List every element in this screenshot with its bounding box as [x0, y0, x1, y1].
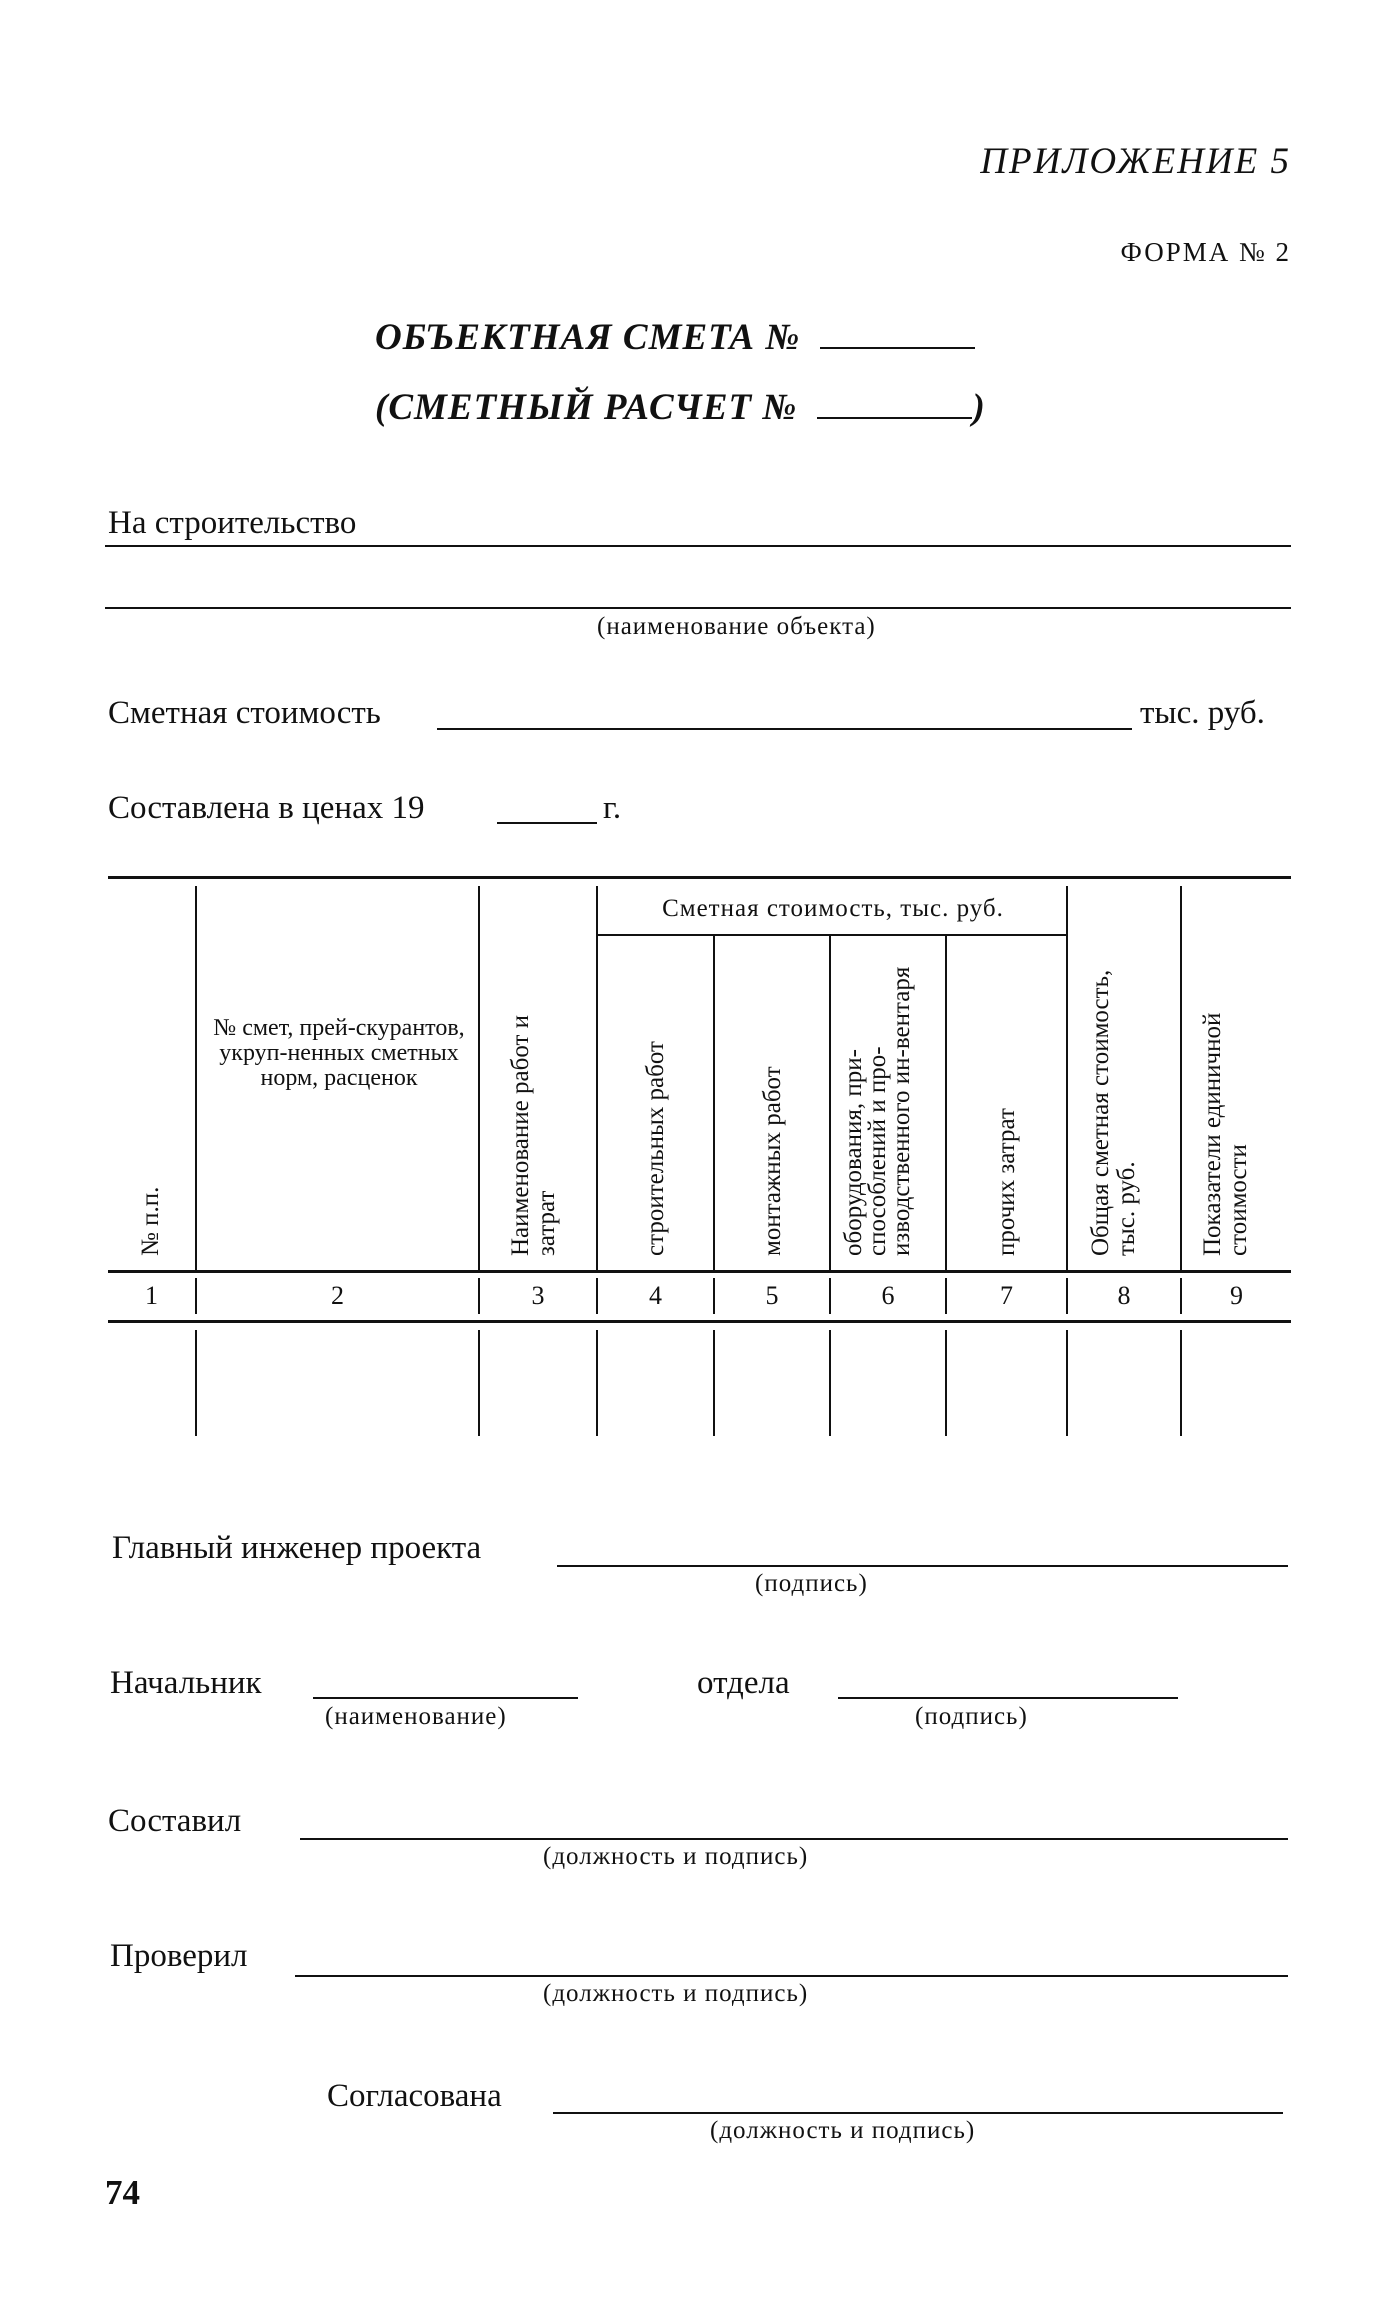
col7-header: прочих затрат: [993, 1108, 1020, 1256]
body-divider-4: [713, 1330, 715, 1436]
body-divider-7: [1066, 1330, 1068, 1436]
checked-label: Проверил: [110, 1938, 248, 1974]
col-number-4: 4: [649, 1281, 662, 1310]
cost-field-line[interactable]: [437, 728, 1132, 730]
department-label: отдела: [697, 1665, 790, 1701]
col8-header: Общая сметная стоимость, тыс. руб.: [1087, 969, 1140, 1256]
cost-label: Сметная стоимость: [108, 695, 381, 731]
agreed-signature-line[interactable]: [553, 2112, 1283, 2114]
compiled-signature-line[interactable]: [300, 1838, 1288, 1840]
estimate-table: [108, 876, 1291, 1436]
header-bottom-rule: [108, 1270, 1291, 1273]
col3-header: Наименование работ и затрат: [507, 1014, 560, 1256]
col-number-9: 9: [1230, 1281, 1243, 1310]
agreed-label: Согласована: [327, 2078, 502, 2114]
col-divider-2: [478, 886, 480, 1270]
agreed-caption: (должность и подпись): [710, 2117, 976, 2144]
col-number-8: 8: [1117, 1281, 1131, 1310]
col-divider-5: [829, 934, 831, 1270]
group-header-rule: [596, 934, 1066, 936]
appendix-label: ПРИЛОЖЕНИЕ 5: [980, 141, 1291, 182]
head-signature-line[interactable]: [838, 1697, 1178, 1699]
col-divider-1: [195, 886, 197, 1270]
checked-caption: (должность и подпись): [543, 1980, 809, 2007]
cost-unit: тыс. руб.: [1140, 695, 1265, 731]
col2-header: № смет, прей-скурантов, укруп-ненных сметных норм, расценок: [213, 1015, 465, 1091]
chief-engineer-label: Главный инженер проекта: [112, 1530, 482, 1566]
prices-label: Составлена в ценах 19: [108, 790, 425, 826]
compiled-caption: (должность и подпись): [543, 1843, 809, 1870]
col6-header: оборудования, при-способлений и про-изводственного ин-вентаря: [840, 966, 915, 1256]
form-number: ФОРМА № 2: [1120, 237, 1291, 267]
col9-header: Показатели единичной стоимости: [1199, 1012, 1252, 1256]
table-top-rule: [108, 876, 1291, 879]
calculation-number-field[interactable]: [817, 385, 972, 419]
body-divider-6: [945, 1330, 947, 1436]
col-divider-6: [945, 934, 947, 1270]
col-number-5: 5: [765, 1281, 779, 1310]
col1-header: № п.п.: [137, 1186, 164, 1256]
head-name-line[interactable]: [313, 1697, 578, 1699]
prices-suffix: г.: [603, 790, 622, 826]
compiled-label: Составил: [108, 1803, 242, 1839]
col-divider-8: [1180, 886, 1182, 1270]
body-divider-5: [829, 1330, 831, 1436]
group-header: Сметная стоимость, тыс. руб.: [662, 895, 1004, 922]
col-number-3: 3: [531, 1281, 545, 1310]
col-number-1: 1: [145, 1281, 158, 1310]
col-divider-7: [1066, 886, 1068, 1270]
year-field-line[interactable]: [497, 822, 597, 824]
calculation-title-close: ): [972, 387, 986, 428]
calculation-title: [375, 385, 986, 429]
col-number-6: 6: [881, 1281, 895, 1310]
col4-header: строительных работ: [642, 1041, 669, 1256]
col-divider-4: [713, 934, 715, 1270]
chief-engineer-caption: (подпись): [755, 1570, 868, 1597]
estimate-title: [375, 315, 975, 359]
object-name-caption: (наименование объекта): [597, 613, 876, 640]
body-divider-8: [1180, 1330, 1182, 1436]
page-number: 74: [105, 2173, 140, 2212]
head-signature-caption: (подпись): [915, 1703, 1028, 1730]
body-divider-2: [478, 1330, 480, 1436]
col5-header: монтажных работ: [759, 1066, 786, 1256]
chief-engineer-signature-line[interactable]: [557, 1565, 1288, 1567]
col-number-2: 2: [331, 1281, 344, 1310]
numbers-bottom-rule: [108, 1320, 1291, 1323]
col-divider-3: [596, 886, 598, 1270]
estimate-number-field[interactable]: [820, 315, 975, 349]
checked-signature-line[interactable]: [295, 1975, 1288, 1977]
object-name-line[interactable]: [105, 607, 1291, 609]
col-number-7: 7: [1000, 1281, 1013, 1310]
construction-label: На строительство: [108, 505, 357, 541]
construction-field-line[interactable]: [105, 545, 1291, 547]
estimate-title-text: ОБЪЕКТНАЯ СМЕТА №: [375, 317, 801, 358]
head-name-caption: (наименование): [325, 1703, 507, 1730]
head-label: Начальник: [110, 1665, 262, 1701]
calculation-title-text: (СМЕТНЫЙ РАСЧЕТ №: [375, 387, 798, 428]
body-divider-1: [195, 1330, 197, 1436]
body-divider-3: [596, 1330, 598, 1436]
